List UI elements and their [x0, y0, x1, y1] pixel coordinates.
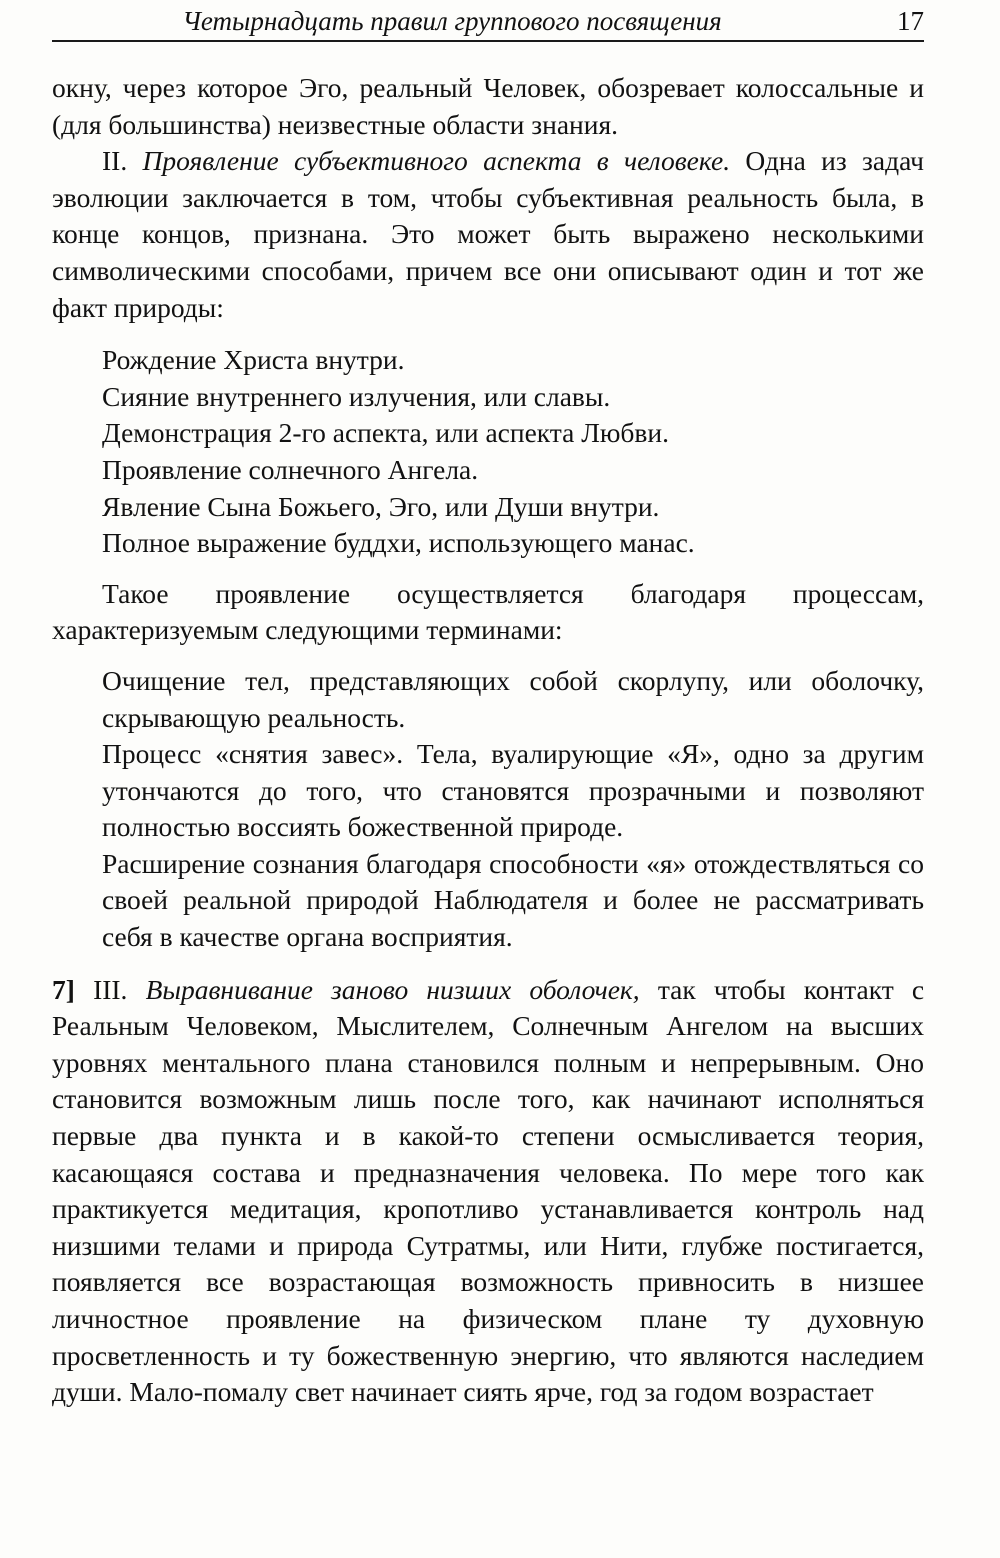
paragraph-continuation-text: окну, через которое Эго, реальный Человек, обозревает колоссальные и (для большинства) неизвестные области знания.	[52, 72, 924, 140]
paragraph-terms-intro	[52, 576, 924, 649]
margin-reference: 7]	[52, 973, 75, 1005]
list-item: Демонстрация 2-го аспекта, или аспекта Любви.	[102, 417, 669, 449]
section-iii-heading: Выравнивание заново низших оболочек,	[145, 973, 640, 1005]
list-item: Очищение тел, представляющих собой скорлупу, или оболочку, скрывающую реальность.	[102, 664, 924, 733]
list-item: Явление Сына Божьего, Эго, или Души внутри.	[102, 490, 660, 522]
paragraph-continuation	[52, 70, 924, 143]
section-ii-heading: Проявление субъективного аспекта в человеке.	[142, 145, 731, 177]
section-iii-text: так чтобы контакт с Реальным Человеком, Мыслителем, Солнечным Ангелом на высших уровнях ментального плана становился полным и непрерывным. Оно становится возможным лишь после того, как начинают исполняться первые два пункта и в какой-то степени осмысливается теория, касающаяся состава и предназначения человека. По мере того как практикуется медитация, кропотливо устанавливается контроль над низшими телами и природа Сутратмы, или Нити, глубже постигается, появляется все возрастающая возможность привносить в низшее личностное проявление на физическом плане ту духовную просветленность и ту божественную энергию, что являются наследием души. Мало-помалу свет начинает сиять ярче, год за годом возрастает	[52, 973, 925, 1408]
body-text	[52, 70, 924, 1411]
list-item: Рождение Христа внутри.	[102, 344, 405, 376]
list-item: Процесс «снятия завес». Тела, вуалирующие «Я», одно за другим утончаются до того, что становятся прозрачными и позволяют полностью воссиять божественной природе.	[102, 738, 924, 843]
running-title: Четырнадцать правил группового посвящения	[182, 6, 722, 36]
terms-list	[102, 663, 924, 956]
section-iii-numeral: III.	[93, 973, 128, 1005]
running-header	[52, 2, 924, 42]
symbols-list	[102, 342, 924, 562]
list-item: Полное выражение буддхи, использующего манас.	[102, 527, 695, 559]
paragraph-section-iii	[52, 972, 924, 1411]
section-ii-numeral: II.	[102, 145, 128, 177]
terms-intro-text: Такое проявление осуществляется благодаря процессам, характеризуемым следующими терминами:	[52, 577, 924, 646]
list-item: Проявление солнечного Ангела.	[102, 453, 479, 485]
section-ii-text: Одна из задач эволюции заключается в том, чтобы субъективная реальность была, в конце концов, признана. Это может быть выражено несколькими символическими способами, причем все они описывают один и тот же факт природы:	[52, 145, 925, 323]
page-number: 17	[897, 6, 924, 36]
paragraph-section-ii	[52, 143, 924, 326]
list-item: Расширение сознания благодаря способности «я» отождествляться со своей реальной природой Наблюдателя и более не рассматривать себя в качестве органа восприятия.	[102, 847, 924, 953]
list-item: Сияние внутреннего излучения, или славы.	[102, 380, 611, 412]
